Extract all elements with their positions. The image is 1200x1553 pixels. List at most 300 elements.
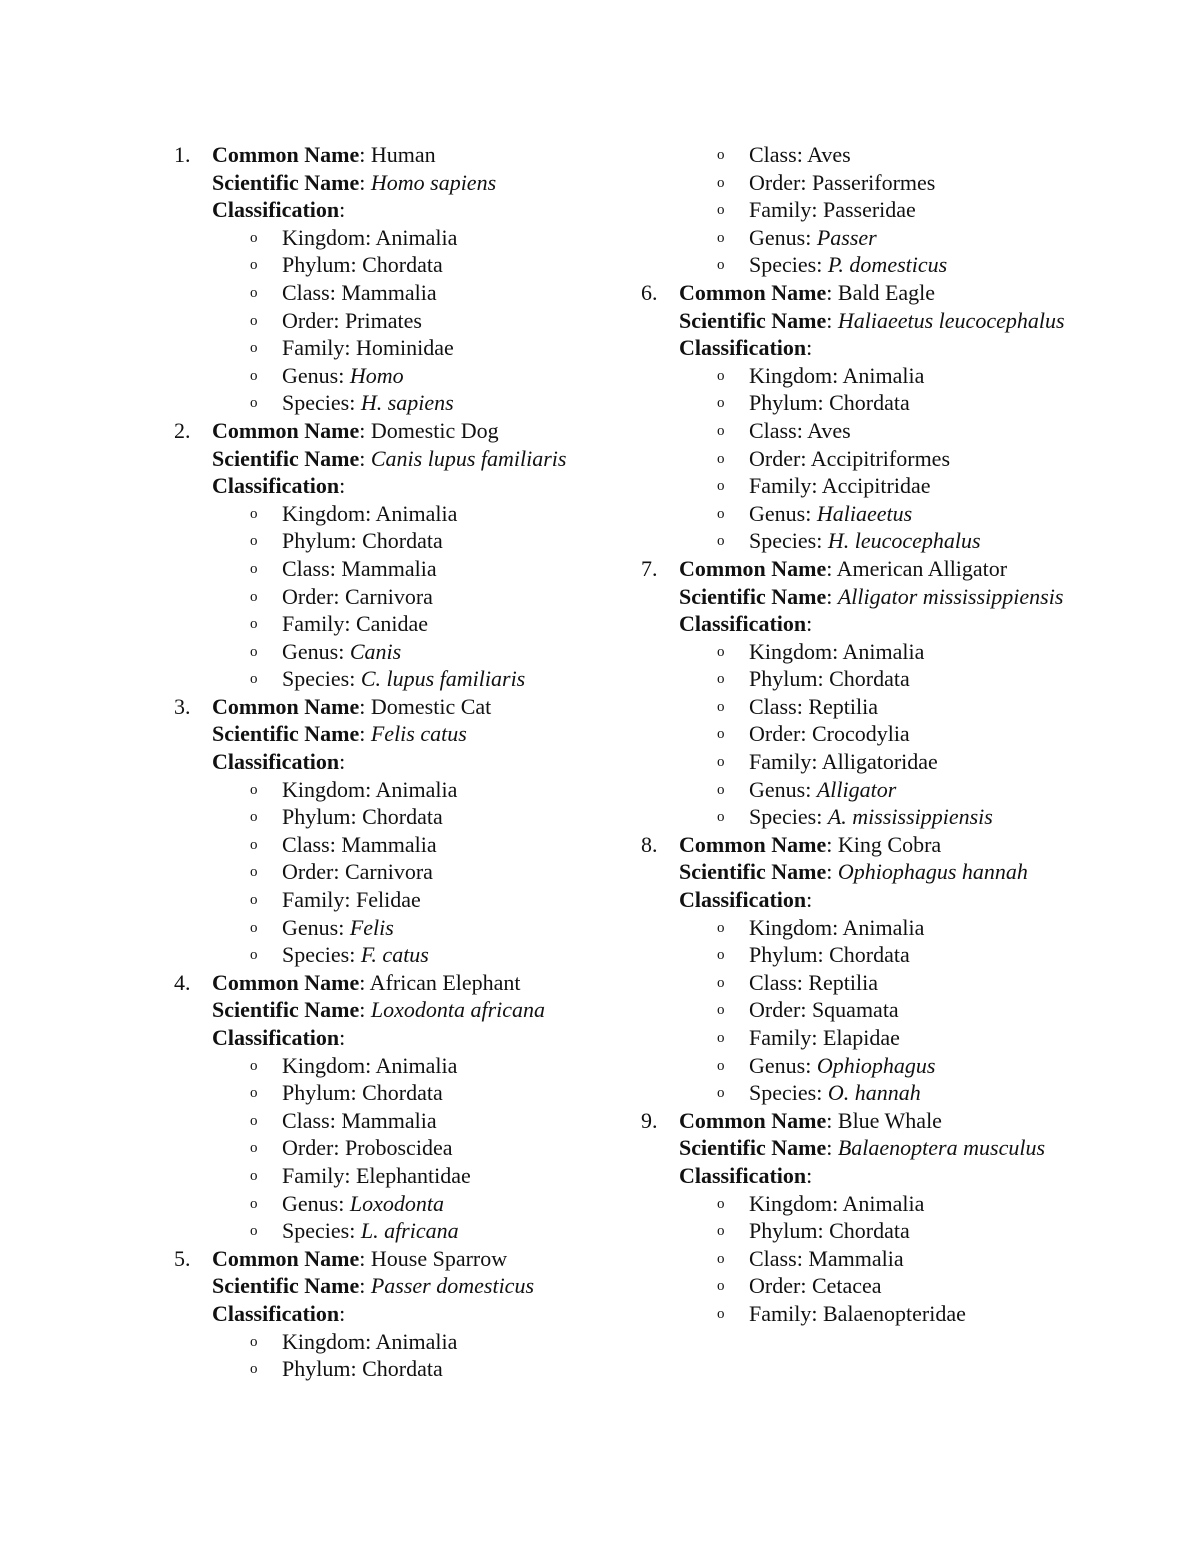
classification-rank: o Order: Passeriformes: [641, 169, 1081, 197]
rank-value: Chordata: [362, 1356, 443, 1382]
rank-value: Canidae: [355, 611, 429, 637]
rank-label: Species: [749, 1080, 817, 1106]
classification-label: Classification: [679, 611, 807, 637]
classification-rank: o Family: Elapidae: [641, 1024, 1081, 1052]
classification-label: Classification: [212, 1025, 340, 1050]
classification-rank: o Family: Accipitridae: [641, 472, 1081, 500]
rank-label: Species: [282, 390, 350, 416]
classification-rank: o Genus: Passer: [641, 224, 1081, 252]
classification-label: Classification: [212, 749, 340, 775]
bullet-icon: o: [250, 864, 258, 881]
rank-value: Mammalia: [341, 1107, 437, 1133]
bullet-icon: o: [250, 1112, 258, 1129]
rank-value: Mammalia: [341, 831, 437, 857]
bullet-icon: o: [717, 671, 725, 688]
rank-value: Passeriformes: [811, 169, 936, 195]
common-name-value: Bald Eagle: [837, 279, 936, 305]
rank-value: Crocodylia: [811, 721, 910, 747]
common-name-label: Common Name: [212, 142, 360, 167]
classification-rank: o Species: L. africana: [174, 1217, 614, 1245]
classification-rank: o Species: F. catus: [174, 941, 614, 969]
classification-label: Classification: [679, 1162, 807, 1188]
scientific-name-label: Scientific Name: [212, 997, 360, 1023]
bullet-icon: o: [717, 1002, 725, 1019]
bullet-icon: o: [250, 809, 258, 826]
rank-value: Animalia: [375, 500, 458, 526]
bullet-icon: o: [717, 1305, 725, 1322]
bullet-icon: o: [250, 1361, 258, 1378]
bullet-icon: o: [250, 1167, 258, 1184]
common-name-label: Common Name: [679, 279, 827, 305]
bullet-icon: o: [717, 174, 725, 191]
classification-rank: o Family: Balaenopteridae: [641, 1300, 1081, 1328]
rank-value: Loxodonta: [349, 1190, 444, 1216]
classification-rank: o Kingdom: Animalia: [641, 914, 1081, 942]
bullet-icon: o: [717, 533, 725, 550]
classification-rank: o Phylum: Chordata: [641, 941, 1081, 969]
scientific-name-label: Scientific Name: [679, 307, 827, 333]
rank-value: Mammalia: [341, 555, 437, 581]
rank-value: Alligator: [816, 776, 897, 802]
rank-value: F. catus: [360, 942, 429, 968]
scientific-name-line: Scientific Name: Canis lupus familiaris: [212, 445, 567, 471]
classification-rank: o Genus: Felis: [174, 914, 614, 942]
rank-label: Genus: [282, 638, 339, 664]
rank-label: Family: [282, 335, 345, 361]
rank-value: Proboscidea: [344, 1135, 453, 1161]
scientific-name-line: Scientific Name: Passer domesticus: [212, 1273, 535, 1299]
scientific-name-label: Scientific Name: [212, 169, 360, 195]
bullet-icon: o: [717, 643, 725, 660]
classification-rank: o Species: P. domesticus: [641, 251, 1081, 279]
classification-rank: o Family: Hominidae: [174, 334, 614, 362]
classification-rank: o Phylum: Chordata: [641, 389, 1081, 417]
rank-value: Animalia: [842, 362, 925, 388]
rank-value: Haliaeetus: [816, 500, 913, 526]
bullet-icon: o: [717, 1223, 725, 1240]
rank-label: Order: [282, 1135, 334, 1161]
scientific-name-value: Ophiophagus hannah: [837, 859, 1028, 885]
classification-rank: o Kingdom: Animalia: [174, 224, 614, 252]
rank-label: Family: [282, 1162, 345, 1188]
classification-rank: o Family: Passeridae: [641, 196, 1081, 224]
rank-label: Order: [749, 169, 801, 195]
rank-label: Genus: [749, 224, 806, 250]
bullet-icon: o: [250, 836, 258, 853]
bullet-icon: o: [250, 919, 258, 936]
rank-label: Genus: [749, 776, 806, 802]
bullet-icon: o: [250, 588, 258, 605]
rank-value: Felis: [349, 914, 394, 940]
rank-value: Animalia: [375, 224, 458, 250]
common-name-label: Common Name: [212, 417, 360, 443]
bullet-icon: o: [250, 257, 258, 274]
rank-value: Animalia: [375, 776, 458, 802]
rank-label: Kingdom: [282, 1052, 366, 1078]
common-name-line: Common Name: House Sparrow: [212, 1245, 508, 1271]
rank-label: Order: [749, 1273, 801, 1299]
rank-value: Carnivora: [344, 583, 433, 609]
classification-rank: o Phylum: Chordata: [174, 1079, 614, 1107]
classification-rank: o Phylum: Chordata: [174, 1355, 614, 1383]
classification-rank: o Kingdom: Animalia: [641, 1190, 1081, 1218]
scientific-name-value: Alligator mississippiensis: [837, 583, 1064, 609]
rank-label: Class: [749, 417, 797, 443]
entry-number: 7.: [641, 555, 658, 581]
scientific-name-line: Scientific Name: Haliaeetus leucocephalus: [679, 307, 1065, 333]
rank-value: Homo: [349, 362, 404, 388]
rank-value: Chordata: [829, 666, 910, 692]
bullet-icon: o: [717, 1030, 725, 1046]
rank-value: H. leucocephalus: [827, 528, 981, 554]
rank-label: Phylum: [282, 528, 351, 554]
species-entry: [174, 969, 614, 1052]
bullet-icon: o: [717, 947, 725, 964]
rank-label: Kingdom: [749, 1190, 833, 1216]
bullet-icon: o: [717, 1057, 725, 1074]
rank-value: Chordata: [829, 1218, 910, 1244]
classification-rank: o Kingdom: Animalia: [641, 638, 1081, 666]
bullet-icon: o: [717, 367, 725, 384]
classification-rank: o Order: Accipitriformes: [641, 445, 1081, 473]
rank-value: P. domesticus: [827, 252, 948, 278]
common-name-line: Common Name: Blue Whale: [679, 1107, 942, 1133]
classification-rank: o Phylum: Chordata: [174, 803, 614, 831]
rank-value: Aves: [807, 417, 851, 443]
rank-label: Class: [749, 693, 797, 719]
bullet-icon: o: [250, 533, 258, 550]
rank-value: A. mississippiensis: [827, 804, 993, 830]
scientific-name-label: Scientific Name: [212, 445, 360, 471]
classification-rank: o Class: Mammalia: [174, 831, 614, 859]
classification-heading: Classification:: [212, 473, 346, 499]
rank-value: Alligatoridae: [821, 749, 938, 775]
rank-label: Phylum: [749, 1218, 818, 1244]
common-name-value: Domestic Cat: [370, 693, 492, 719]
classification-rank: o Kingdom: Animalia: [174, 1052, 614, 1080]
rank-value: Animalia: [375, 1052, 458, 1078]
entry-number: 8.: [641, 831, 658, 857]
rank-value: Aves: [807, 142, 851, 167]
classification-rank: o Species: H. leucocephalus: [641, 527, 1081, 555]
bullet-icon: o: [717, 229, 725, 246]
rank-value: Chordata: [829, 390, 910, 416]
scientific-name-line: Scientific Name: Balaenoptera musculus: [679, 1135, 1046, 1161]
classification-rank: o Class: Reptilia: [641, 693, 1081, 721]
common-name-line: Common Name: Domestic Dog: [212, 417, 499, 443]
rank-value: Animalia: [842, 638, 925, 664]
classification-rank: o Phylum: Chordata: [641, 1217, 1081, 1245]
rank-label: Genus: [282, 362, 339, 388]
bullet-icon: o: [717, 505, 725, 522]
rank-value: Chordata: [362, 804, 443, 830]
rank-label: Family: [749, 749, 812, 775]
classification-rank: o Species: A. mississippiensis: [641, 803, 1081, 831]
rank-value: O. hannah: [827, 1080, 921, 1106]
classification-label: Classification: [212, 473, 340, 499]
scientific-name-value: Passer domesticus: [370, 1273, 535, 1299]
rank-value: Reptilia: [808, 693, 878, 719]
bullet-icon: o: [717, 1278, 725, 1295]
left-column: [174, 141, 614, 1383]
classification-rank: o Kingdom: Animalia: [174, 1328, 614, 1356]
bullet-icon: o: [250, 1085, 258, 1102]
rank-label: Order: [282, 583, 334, 609]
scientific-name-line: Scientific Name: Loxodonta africana: [212, 997, 546, 1023]
classification-rank: o Genus: Homo: [174, 362, 614, 390]
bullet-icon: o: [250, 616, 258, 633]
bullet-icon: o: [717, 422, 725, 439]
classification-label: Classification: [212, 1300, 340, 1326]
rank-value: Carnivora: [344, 859, 433, 885]
classification-rank: o Class: Mammalia: [174, 279, 614, 307]
rank-label: Species: [282, 1218, 350, 1244]
classification-rank: o Class: Aves: [641, 141, 1081, 169]
bullet-icon: o: [717, 974, 725, 991]
rank-label: Phylum: [282, 1356, 351, 1382]
rank-label: Class: [749, 142, 797, 167]
common-name-value: African Elephant: [369, 969, 521, 995]
bullet-icon: o: [717, 147, 725, 163]
classification-rank: o Class: Aves: [641, 417, 1081, 445]
bullet-icon: o: [717, 478, 725, 495]
classification-heading: Classification:: [679, 887, 813, 913]
rank-label: Class: [282, 555, 330, 581]
rank-value: Elapidae: [822, 1025, 900, 1050]
scientific-name-value: Balaenoptera musculus: [837, 1135, 1046, 1161]
classification-rank: o Family: Alligatoridae: [641, 748, 1081, 776]
rank-label: Genus: [282, 914, 339, 940]
rank-label: Kingdom: [749, 362, 833, 388]
rank-value: Elephantidae: [355, 1162, 471, 1188]
rank-label: Family: [282, 611, 345, 637]
species-entry: [641, 831, 1081, 914]
scientific-name-label: Scientific Name: [679, 1135, 827, 1161]
rank-label: Phylum: [749, 390, 818, 416]
classification-rank: o Order: Carnivora: [174, 858, 614, 886]
common-name-label: Common Name: [212, 969, 360, 995]
bullet-icon: o: [250, 367, 258, 384]
classification-rank: o Class: Reptilia: [641, 969, 1081, 997]
scientific-name-line: Scientific Name: Homo sapiens: [212, 169, 497, 195]
rank-label: Order: [749, 721, 801, 747]
rank-label: Order: [749, 997, 801, 1023]
scientific-name-value: Canis lupus familiaris: [370, 445, 567, 471]
bullet-icon: o: [250, 671, 258, 688]
classification-label: Classification: [679, 335, 807, 361]
classification-rank: o Kingdom: Animalia: [174, 500, 614, 528]
rank-value: Chordata: [829, 942, 910, 968]
bullet-icon: o: [717, 1195, 725, 1212]
common-name-label: Common Name: [679, 831, 827, 857]
bullet-icon: o: [250, 560, 258, 577]
common-name-label: Common Name: [212, 1245, 360, 1271]
rank-label: Class: [282, 1107, 330, 1133]
rank-label: Class: [749, 1245, 797, 1271]
bullet-icon: o: [250, 284, 258, 301]
rank-value: Squamata: [811, 997, 899, 1023]
rank-label: Kingdom: [282, 1328, 366, 1354]
species-entry: [174, 693, 614, 776]
rank-value: Animalia: [375, 1328, 458, 1354]
classification-rank: o Kingdom: Animalia: [174, 776, 614, 804]
rank-value: Chordata: [362, 528, 443, 554]
bullet-icon: o: [250, 643, 258, 660]
scientific-name-line: Scientific Name: Felis catus: [212, 721, 467, 747]
bullet-icon: o: [250, 229, 258, 246]
bullet-icon: o: [250, 1223, 258, 1240]
classification-rank: o Genus: Loxodonta: [174, 1190, 614, 1218]
bullet-icon: o: [250, 395, 258, 412]
scientific-name-value: Haliaeetus leucocephalus: [837, 307, 1065, 333]
rank-label: Kingdom: [282, 776, 366, 802]
rank-label: Kingdom: [282, 500, 366, 526]
common-name-label: Common Name: [679, 555, 827, 581]
rank-value: Mammalia: [341, 279, 437, 305]
bullet-icon: o: [717, 202, 725, 219]
classification-rank: o Family: Elephantidae: [174, 1162, 614, 1190]
classification-rank: o Family: Felidae: [174, 886, 614, 914]
bullet-icon: o: [717, 754, 725, 771]
bullet-icon: o: [250, 1195, 258, 1212]
rank-value: Chordata: [362, 1080, 443, 1106]
rank-label: Phylum: [282, 1080, 351, 1106]
rank-value: Felidae: [355, 887, 421, 913]
scientific-name-line: Scientific Name: Ophiophagus hannah: [679, 859, 1028, 885]
rank-value: Chordata: [362, 252, 443, 278]
classification-rank: o Phylum: Chordata: [174, 527, 614, 555]
common-name-label: Common Name: [212, 693, 360, 719]
species-entry: [174, 417, 614, 500]
entry-number: 9.: [641, 1107, 658, 1133]
common-name-line: Common Name: Bald Eagle: [679, 279, 936, 305]
rank-label: Order: [282, 307, 334, 333]
rank-value: Accipitridae: [821, 473, 931, 499]
species-entry: [174, 1245, 614, 1328]
species-entry: [641, 279, 1081, 362]
rank-value: Animalia: [842, 914, 925, 940]
classification-rank: o Kingdom: Animalia: [641, 362, 1081, 390]
bullet-icon: o: [250, 312, 258, 329]
rank-value: C. lupus familiaris: [360, 666, 526, 692]
classification-rank: o Genus: Ophiophagus: [641, 1052, 1081, 1080]
common-name-line: Common Name: African Elephant: [212, 969, 521, 995]
classification-rank: o Class: Mammalia: [174, 1107, 614, 1135]
rank-value: Cetacea: [811, 1273, 882, 1299]
classification-rank: o Order: Crocodylia: [641, 720, 1081, 748]
scientific-name-label: Scientific Name: [212, 721, 360, 747]
classification-rank: o Species: O. hannah: [641, 1079, 1081, 1107]
rank-label: Species: [282, 942, 350, 968]
classification-rank: o Order: Carnivora: [174, 583, 614, 611]
rank-value: Balaenopteridae: [822, 1300, 966, 1326]
bullet-icon: o: [717, 726, 725, 743]
scientific-name-value: Loxodonta africana: [370, 997, 546, 1023]
rank-label: Phylum: [749, 942, 818, 968]
species-entry: [174, 141, 614, 224]
classification-heading: Classification:: [212, 749, 346, 775]
classification-rank: o Family: Canidae: [174, 610, 614, 638]
rank-label: Order: [282, 859, 334, 885]
common-name-label: Common Name: [679, 1107, 827, 1133]
classification-rank: o Class: Mammalia: [641, 1245, 1081, 1273]
rank-label: Family: [749, 1025, 812, 1050]
rank-value: Mammalia: [808, 1245, 904, 1271]
bullet-icon: o: [250, 947, 258, 964]
rank-label: Species: [749, 252, 817, 278]
rank-value: Primates: [344, 307, 422, 333]
bullet-icon: o: [717, 395, 725, 412]
common-name-value: House Sparrow: [370, 1245, 508, 1271]
rank-label: Kingdom: [749, 914, 833, 940]
entry-number: 4.: [174, 969, 191, 995]
bullet-icon: o: [250, 340, 258, 357]
bullet-icon: o: [717, 781, 725, 798]
common-name-value: Blue Whale: [837, 1107, 942, 1133]
rank-value: Canis: [349, 638, 402, 664]
entry-number: 3.: [174, 693, 191, 719]
classification-label: Classification: [212, 197, 340, 223]
bullet-icon: o: [717, 698, 725, 715]
right-column: [641, 141, 1081, 1328]
classification-rank: o Genus: Alligator: [641, 776, 1081, 804]
classification-rank: o Order: Cetacea: [641, 1272, 1081, 1300]
rank-label: Species: [749, 528, 817, 554]
bullet-icon: o: [717, 450, 725, 467]
common-name-line: Common Name: Human: [212, 142, 436, 167]
bullet-icon: o: [717, 1250, 725, 1267]
scientific-name-value: Homo sapiens: [370, 169, 497, 195]
bullet-icon: o: [250, 505, 258, 522]
rank-value: Ophiophagus: [816, 1052, 936, 1078]
species-entry: [641, 555, 1081, 638]
species-entry: [641, 1107, 1081, 1190]
classification-label: Classification: [679, 887, 807, 913]
scientific-name-line: Scientific Name: Alligator mississippiensis: [679, 583, 1064, 609]
classification-rank: o Phylum: Chordata: [641, 665, 1081, 693]
bullet-icon: o: [250, 1057, 258, 1074]
common-name-value: King Cobra: [837, 831, 942, 857]
bullet-icon: o: [250, 1140, 258, 1157]
rank-label: Order: [749, 445, 801, 471]
bullet-icon: o: [717, 1085, 725, 1102]
rank-label: Genus: [749, 500, 806, 526]
entry-number: 5.: [174, 1245, 191, 1271]
classification-rank: o Genus: Canis: [174, 638, 614, 666]
classification-rank: o Order: Proboscidea: [174, 1134, 614, 1162]
rank-label: Class: [282, 279, 330, 305]
classification-rank: o Class: Mammalia: [174, 555, 614, 583]
scientific-name-label: Scientific Name: [212, 1273, 360, 1299]
classification-heading: Classification:: [679, 611, 813, 637]
classification-heading: Classification:: [679, 335, 813, 361]
scientific-name-value: Felis catus: [370, 721, 467, 747]
common-name-value: Domestic Dog: [370, 417, 499, 443]
rank-value: Hominidae: [355, 335, 454, 361]
classification-rank: o Phylum: Chordata: [174, 251, 614, 279]
common-name-value: Human: [370, 142, 436, 167]
rank-value: H. sapiens: [360, 390, 454, 416]
rank-label: Genus: [749, 1052, 806, 1078]
classification-rank: o Order: Squamata: [641, 996, 1081, 1024]
bullet-icon: o: [250, 892, 258, 909]
entry-number: 2.: [174, 417, 191, 443]
common-name-line: Common Name: Domestic Cat: [212, 693, 492, 719]
rank-value: L. africana: [360, 1218, 459, 1244]
rank-label: Family: [282, 887, 345, 913]
rank-label: Phylum: [282, 804, 351, 830]
bullet-icon: o: [717, 809, 725, 826]
